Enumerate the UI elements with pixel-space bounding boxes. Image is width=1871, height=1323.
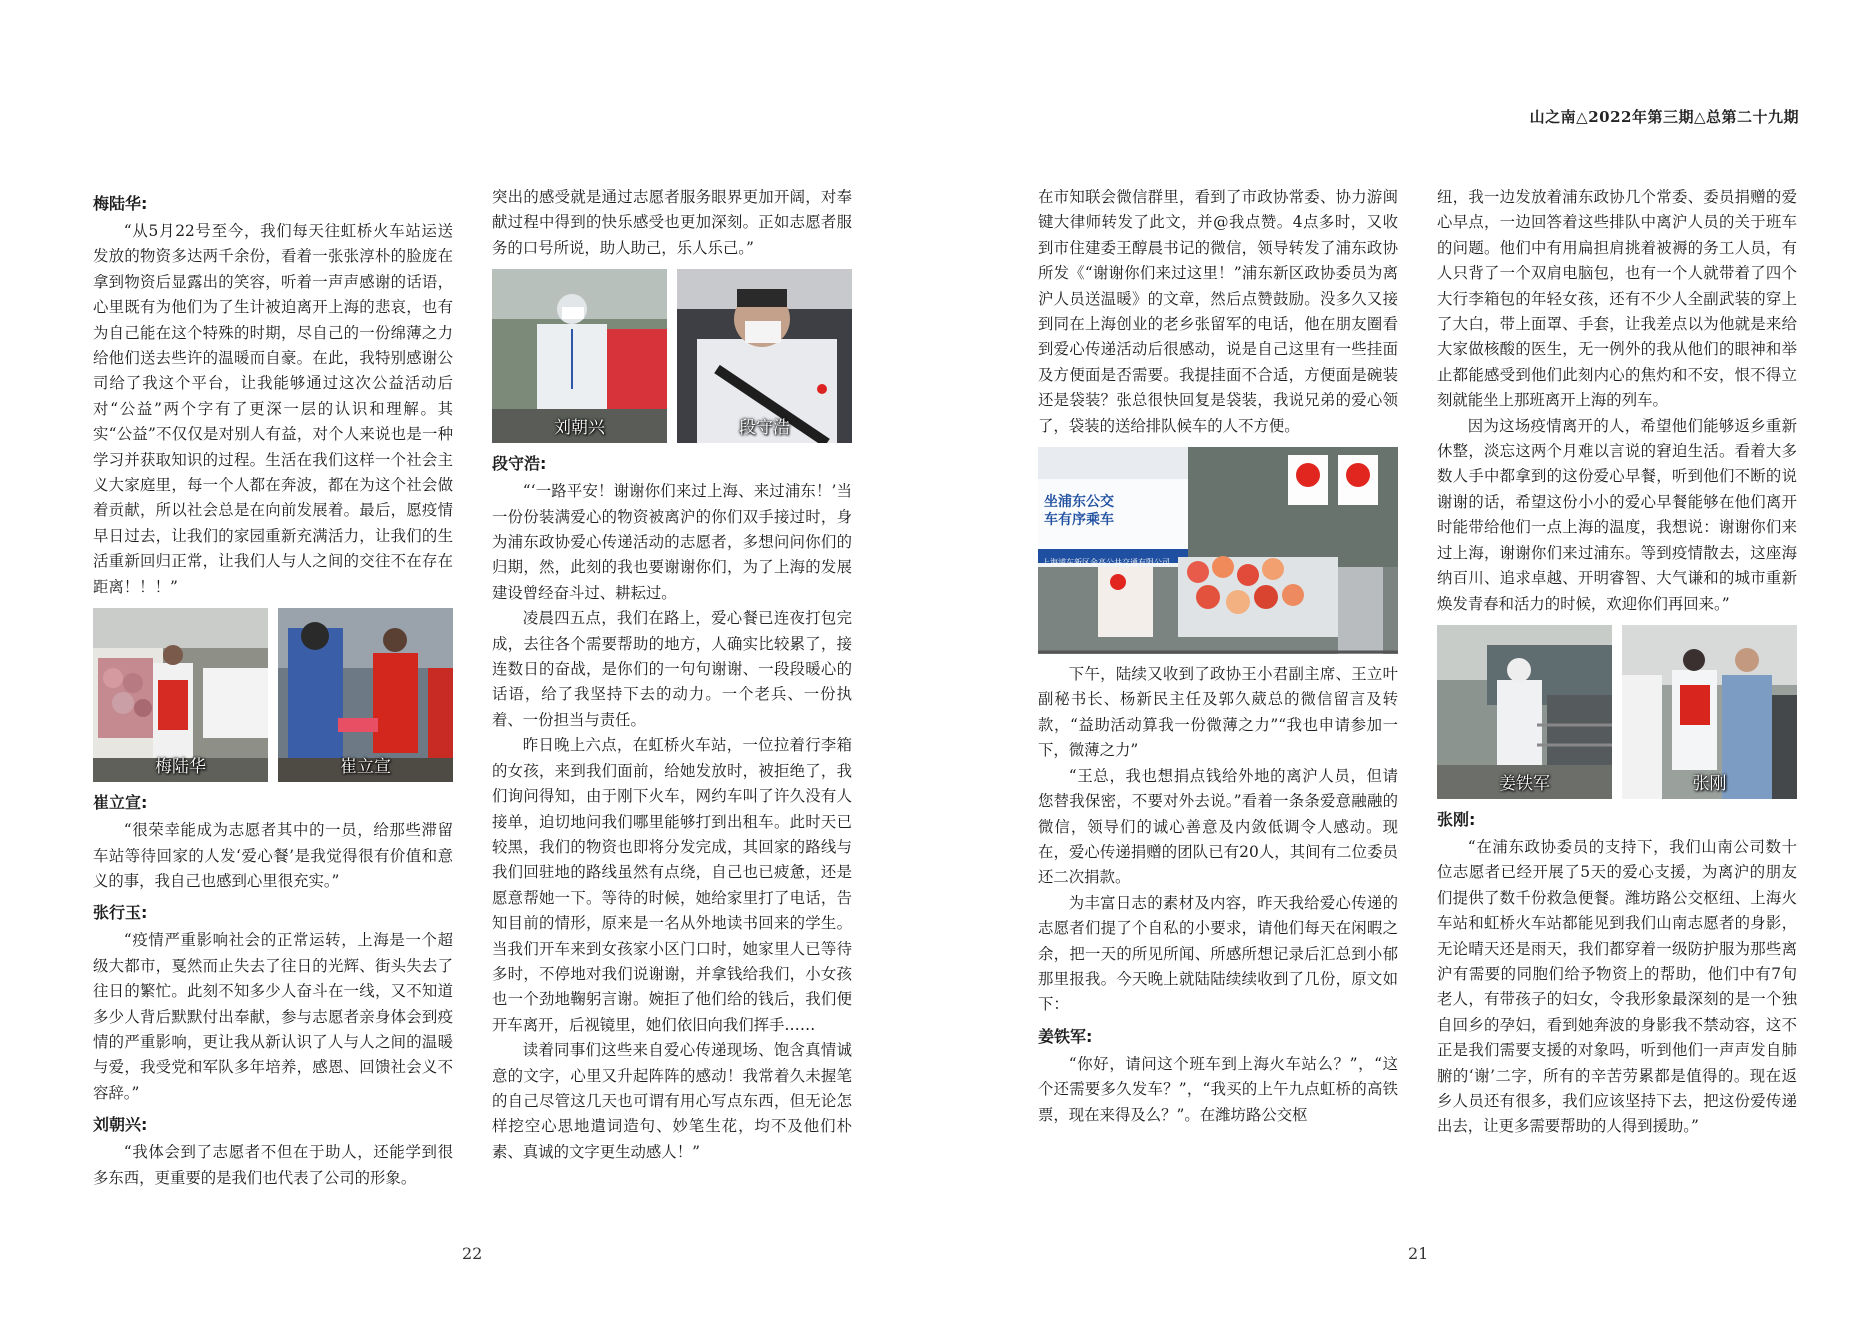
paragraph: 为丰富日志的素材及内容，昨天我给爱心传递的志愿者们提了个自私的小要求，请他们每天在闲暇之余，把一天的所见所闻、所感所想记录后汇总到小郁那里报我。今天晚上就陆陆续续收到了几份，原文如下：: [1038, 893, 1398, 1014]
sign-line: 坐浦东公交: [1044, 494, 1114, 511]
paragraph: “很荣幸能成为志愿者其中的一员，给那些滞留车站等待回家的人发‘爱心餐’是我觉得很有价值和意义的事，我自己也感到心里很充实。”: [93, 821, 453, 890]
photo-caption: 段守浩: [739, 417, 790, 438]
paragraph: “在浦东政协委员的支持下，我们山南公司数十位志愿者已经开展了5天的爱心支援，为离沪的朋友们提供了数千份救急便餐。潍坊路公交枢纽、上海火车站和虹桥火车站都能见到我们山南志愿者的身影，无论晴天还是雨天，我们都穿着一级防护服为那些离沪有需要的同胞们给予物资上的帮助，他们中有7旬老人，有带孩子的妇女，令我形象最深刻的是一个独自回乡的孕妇，看到她奔波的身影我不禁动容，这不正是我们需要支援的对象吗，听到他们一声声发自肺腑的‘谢’二字，所有的辛苦劳累都是值得的。现在返乡人员还有很多，我们应该坚持下去，把这份爱传递出去，让更多需要帮助的人得到援助。”: [1437, 837, 1797, 1136]
paragraph: 因为这场疫情离开的人，希望他们能够返乡重新休整，淡忘这两个月难以言说的窘迫生活。看着大多数人手中都拿到的这份爱心早餐，听到他们不断的说谢谢的话，希望这份小小的爱心早餐能够在他们离开时能带给他们一点上海的温度，我想说：谢谢你们来过上海，谢谢你们来过浦东。等到疫情散去，这座海纳百川、追求卓越、开明睿智、大气谦和的城市重新焕发青春和活力的时候，欢迎你们再回来。”: [1437, 416, 1797, 613]
speaker-name: 张行玉:: [93, 903, 148, 923]
photo-caption: 梅陆华: [155, 756, 206, 777]
paragraph: “我体会到了志愿者不但在于助人，还能学到很多东西，更重要的是我们也代表了公司的形象。: [93, 1143, 453, 1187]
paragraph: “王总，我也想捐点钱给外地的离沪人员，但请您替我保密，不要对外去说。”看着一条条爱意融融的微信，领导们的诚心善意及内敛低调令人感动。现在，爱心传递捐赠的团队已有20人，其间有二位委员还二次捐款。: [1038, 766, 1398, 887]
photo-jiang-tiejun: [1437, 625, 1612, 799]
paragraph: 凌晨四五点，我们在路上，爱心餐已连夜打包完成，去往各个需要帮助的地方，人确实比较累了，接连数日的奋战，是你们的一句句谢谢、一段段暖心的话语，给了我坚持下去的动力。一个老兵、一份执着、一份担当与责任。: [492, 609, 852, 729]
speaker-name: 刘朝兴:: [93, 1115, 148, 1135]
photo-caption: 姜铁军: [1499, 773, 1550, 794]
magazine-header: 山之南△2022年第三期△总第二十九期: [1529, 108, 1799, 126]
column-2: [492, 185, 852, 1165]
photo-row: [93, 608, 453, 782]
speaker-name: 姜铁军:: [1038, 1026, 1093, 1046]
photo-bus-station-donations: [1038, 447, 1398, 654]
paragraph: “疫情严重影响社会的正常运转，上海是一个超级大都市，戛然而止失去了往日的光辉、街头失去了往日的繁忙。此刻不知多少人奋斗在一线，又不知道多少人背后默默付出奉献，参与志愿者亲身体会到疫情的严重影响，更让我从新认识了人与人之间的温暖与爱，我受党和军队多年培养，感恩、回馈社会义不容辞。”: [93, 931, 453, 1102]
photo-mei-luhua: [93, 608, 268, 782]
photo-cui-lixuan: [278, 608, 453, 782]
photo-liu-chaoxing: [492, 269, 667, 443]
photo-zhang-gang: [1622, 625, 1797, 799]
sign-company: 上海浦东新区金高公共交通有限公司: [1042, 558, 1170, 568]
photo-row: [1437, 625, 1797, 799]
column-1: [93, 185, 453, 1191]
sign-text: [1044, 493, 1114, 529]
paragraph: 读着同事们这些来自爱心传递现场、饱含真情诚意的文字，心里又升起阵阵的感动！我常着久未握笔的自己尽管这几天也可谓有用心写点东西，但无论怎样挖空心思地遣词造句、妙笔生花，均不及他们朴素、真诚的文字更生动感人！”: [492, 1041, 852, 1161]
photo-row: [492, 269, 852, 443]
photo-duan-shouhao: [677, 269, 852, 443]
page-number-left: 22: [462, 1244, 483, 1263]
column-3: [1038, 185, 1398, 1128]
paragraph: “从5月22号至今，我们每天往虹桥火车站运送发放的物资多达两千余份，看着一张张淳朴的脸庞在拿到物资后显露出的笑容，听着一声声感谢的话语，心里既有为他们为了生计被迫离开上海的悲哀，也有为自己能在这个特殊的时期，尽自己的一份绵薄之力给他们送去些许的温暖而自豪。在此，我特别感谢公司给了我这个平台，让我能够通过这次公益活动后对“公益”两个字有了更深一层的认识和理解。其实“公益”不仅仅是对别人有益，对个人来说也是一种学习并获取知识的过程。生活在我们这样一个社会主义大家庭里，每一个人都在奔波，都在为这个社会做着贡献，所以社会总是在向前发展着。最后，愿疫情早日过去，让我们的家园重新充满活力，让我们的生活重新回归正常，让我们人与人之间的交往不在存在距离！！！”: [93, 222, 453, 596]
speaker-name: 张刚:: [1437, 809, 1476, 829]
photo-caption: 刘朝兴: [554, 417, 605, 438]
speaker-name: 崔立宣:: [93, 793, 148, 813]
paragraph: 纽，我一边发放着浦东政协几个常委、委员捐赠的爱心早点，一边回答着这些排队中离沪人员的关于班车的问题。他们中有用扁担肩挑着被褥的务工人员，有人只背了一个双肩电脑包，也有一个人就带着了四个大行李箱包的年轻女孩，还有不少人全副武装的穿上了大白，带上面罩、手套，让我差点以为他就是来给大家做核酸的医生，无一例外的我从他们的眼神和举止都能感受到他们此刻内心的焦灼和不安，恨不得立刻就能坐上那班离开上海的列车。: [1437, 188, 1797, 410]
photo-caption: 张刚: [1692, 773, 1727, 794]
paragraph: 昨日晚上六点，在虹桥火车站，一位拉着行李箱的女孩，来到我们面前，给她发放时，被拒绝了，我们询问得知，由于刚下火车，网约车叫了许久没有人接单，迫切地问我们哪里能够打到出租车。此时天已较黑，我们的物资也即将分发完成，其回家的路线与我们回驻地的路线虽然有点绕，自己也已疲惫，还是愿意帮她一下。等待的时候，她给家里打了电话，告知目前的情形，原来是一名从外地读书回来的学生。当我们开车来到女孩家小区门口时，她家里人已等待多时，不停地对我们说谢谢，并拿钱给我们，小女孩也一个劲地鞠躬言谢。婉拒了他们给的钱后，我们便开车离开，后视镜里，她们依旧向我们挥手……: [492, 736, 852, 1034]
speaker-name: 段守浩:: [492, 454, 547, 474]
paragraph: “你好，请问这个班车到上海火车站么？”，“这个还需要多久发车？”，“我买的上午九点虹桥的高铁票，现在来得及么？”。在潍坊路公交枢: [1038, 1054, 1398, 1124]
sign-line: 车有序乘车: [1044, 512, 1114, 529]
photo-caption: 崔立宣: [340, 756, 391, 777]
paragraph: 突出的感受就是通过志愿者服务眼界更加开阔，对奉献过程中得到的快乐感受也更加深刻。正如志愿者服务的口号所说，助人助己，乐人乐己。”: [492, 188, 852, 257]
paragraph: 下午，陆续又收到了政协王小君副主席、王立叶副秘书长、杨新民主任及郭久葳总的微信留言及转款，“益助活动算我一份微薄之力”“我也申请参加一下，微薄之力”: [1038, 665, 1398, 760]
paragraph: 在市知联会微信群里，看到了市政协常委、协力游闽键大律师转发了此文，并@我点赞。4点多时，又收到市住建委王醇晨书记的微信，领导转发了浦东政协所发《“谢谢你们来过这里！”浦东新区政协委员为离沪人员送温暖》的文章，然后点赞鼓励。没多久又接到同在上海创业的老乡张留军的电话，他在朋友圈看到爱心传递活动后很感动，说是自己这里有一些挂面及方便面是否需要。我提挂面不合适，方便面是碗装还是袋装？张总很快回复是袋装，我说兄弟的爱心领了，袋装的送给排队候车的人不方便。: [1038, 188, 1398, 435]
page-number-right: 21: [1408, 1244, 1429, 1263]
paragraph: “‘一路平安！谢谢你们来过上海、来过浦东！’当一份份装满爱心的物资被离沪的你们双手接过时，身为浦东政协爱心传递活动的志愿者，多想问问你们的归期，然，此刻的我也要谢谢你们，为了上海的发展建设曾经奋斗过、耕耘过。: [492, 482, 852, 602]
speaker-name: 梅陆华:: [93, 194, 148, 213]
column-4: [1437, 185, 1797, 1140]
